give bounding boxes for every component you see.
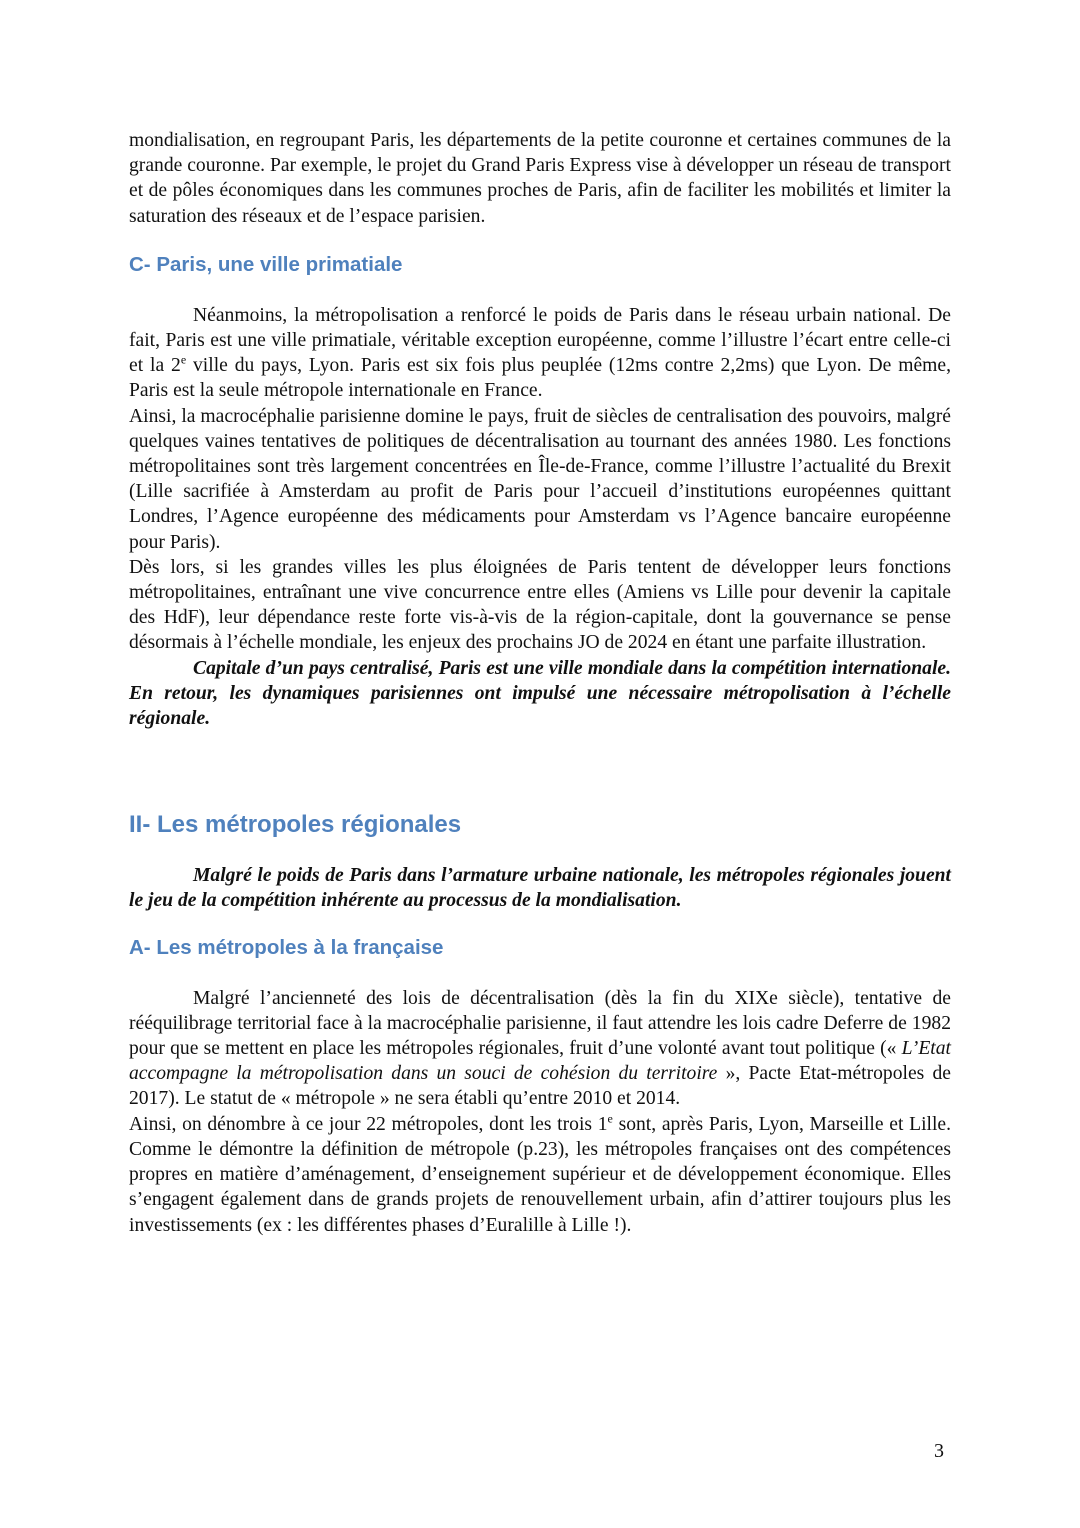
- section-a-p1-text-a: Malgré l’ancienneté des lois de décentralisation (dès la fin du XIXe siècle), tentative de rééquilibrage territorial face à la macrocéphalie parisienne, il faut attendre les lois cadre Deferre de 1982 pour que se mettent en place les métropoles régionales, fruit d’une volonté avant tout politique («: [129, 987, 951, 1060]
- section-a-paragraph-1: [129, 986, 951, 1112]
- intro-continuation-paragraph: mondialisation, en regroupant Paris, les départements de la petite couronne et certaines communes de la grande couronne. Par exemple, le projet du Grand Paris Express vise à développer un réseau de transport et de pôles économiques dans les communes proches de Paris, afin de faciliter les mobilités et limiter la saturation des réseaux et de l’espace parisien.: [129, 130, 951, 227]
- section-a-p2-text-b: sont, après Paris, Lyon, Marseille et Lille. Comme le démontre la définition de métropole (p.23), les métropoles françaises ont des compétences propres en matière d’aménagement, d’enseignement supérieur et de développement économique. Elles s’engagent également dans de grands projets de renouvellement urbain, afin d’attirer toujours plus les investissements (ex : les différentes phases d’Euralille à Lille !).: [129, 1113, 952, 1236]
- section-a-p1-text-b: », Pacte Etat-métropoles de 2017). Le statut de « métropole » ne sera établi qu’entre 2010 et 2014.: [129, 1063, 951, 1110]
- section-a-p2-text-a: Ainsi, on dénombre à ce jour 22 métropoles, dont les trois 1: [129, 1113, 608, 1135]
- section-c-paragraph-1: [129, 303, 951, 404]
- section-ii-intro: Malgré le poids de Paris dans l’armature urbaine nationale, les métropoles régionales jouent le jeu de la compétition inhérente au processus de la mondialisation.: [129, 865, 951, 912]
- document-page: [129, 128, 951, 1238]
- section-c-paragraph-3: Dès lors, si les grandes villes les plus éloignées de Paris tentent de développer leurs fonctions métropolitaines, entraînant une vive concurrence entre elles (Amiens vs Lille pour devenir la capitale des HdF), leur dépendance reste forte vis-à-vis de la région-capitale, dont la gouvernance se pense désormais à l’échelle mondiale, les enjeux des prochains JO de 2024 en étant une parfaite illustration.: [129, 556, 951, 654]
- section-c-p1-text-a: Néanmoins, la métropolisation a renforcé le poids de Paris dans le réseau urbain national. De fait, Paris est une ville primatiale, véritable exception européenne, comme l’illustre l’écart entre celle-ci et la 2: [129, 304, 951, 377]
- pacte-quote: L’Etat accompagne la métropolisation dans un souci de cohésion du territoire: [129, 1038, 951, 1085]
- section-a-heading: A- Les métropoles à la française: [129, 935, 444, 959]
- ordinal-superscript: e: [180, 352, 187, 367]
- section-ii-heading: II- Les métropoles régionales: [129, 811, 462, 839]
- page-number: 3: [934, 1440, 944, 1462]
- section-a-paragraph-2: [129, 1112, 951, 1238]
- section-c-conclusion: Capitale d’un pays centralisé, Paris est une ville mondiale dans la compétition internationale. En retour, les dynamiques parisiennes ont impulsé une nécessaire métropolisation à l’échelle régionale.: [129, 657, 951, 730]
- section-c-p1-text-b: ville du pays, Lyon. Paris est six fois plus peuplée (12ms contre 2,2ms) que Lyon. De même, Paris est la seule métropole internationale en France.: [129, 355, 951, 402]
- section-c-heading: C- Paris, une ville primatiale: [129, 252, 403, 276]
- ordinal-superscript: e: [607, 1111, 613, 1126]
- section-c-paragraph-2: Ainsi, la macrocéphalie parisienne domine le pays, fruit de siècles de centralisation des pouvoirs, malgré quelques vaines tentatives de politiques de décentralisation au tournant des années 1980. Les fonctions métropolitaines sont très largement concentrées en Île-de-France, comme l’illustre l’actualité du Brexit (Lille sacrifiée à Amsterdam au profit de Paris pour l’accueil d’institutions européennes quittant Londres, l’Agence européenne des médicaments pour Amsterdam vs l’Agence bancaire européenne pour Paris).: [129, 405, 951, 553]
